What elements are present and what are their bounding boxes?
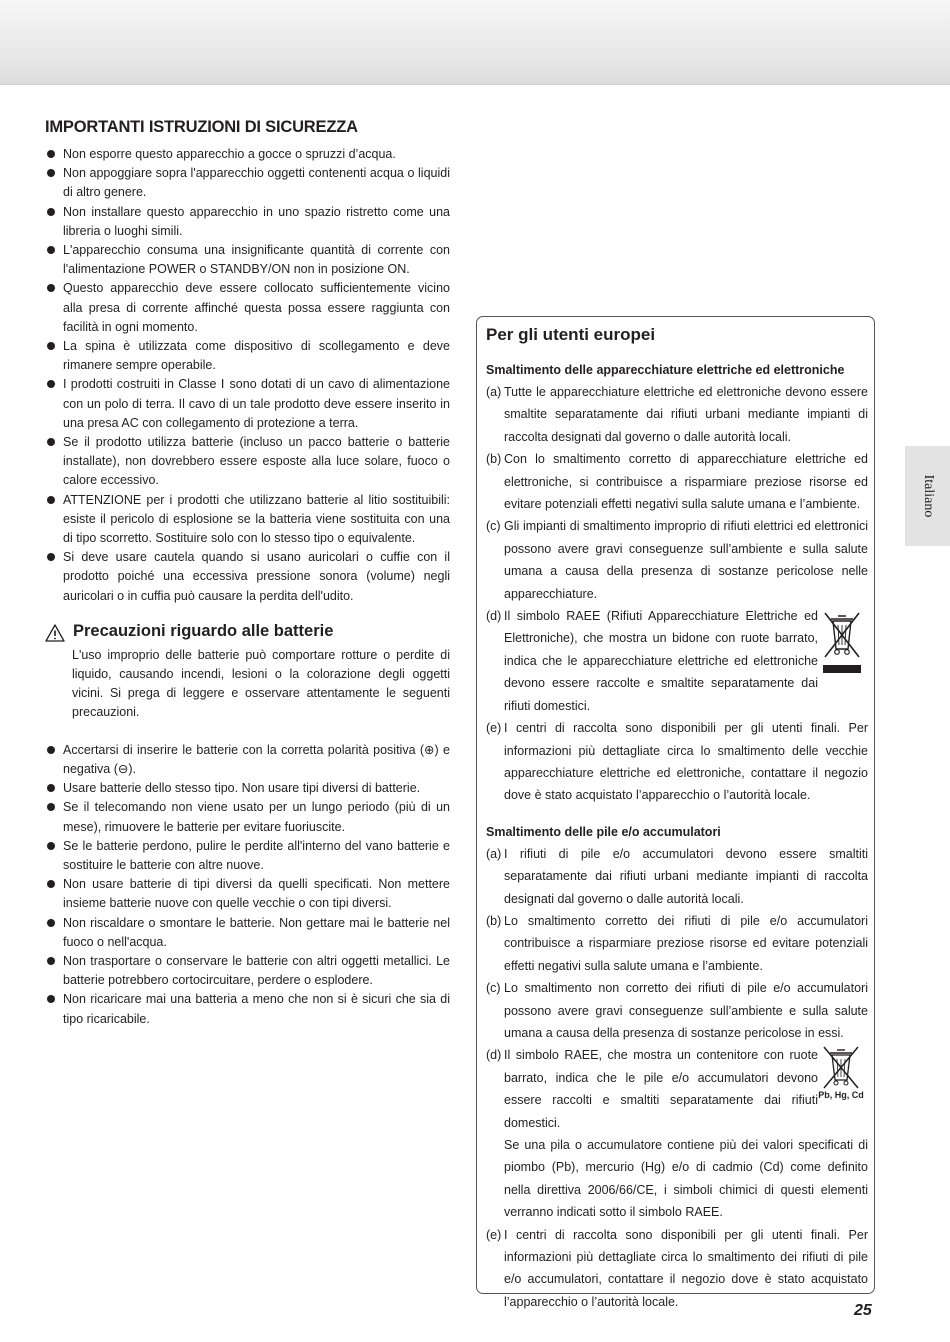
battery-item: Non trasportare o conservare le batterie con altri oggetti metallici. Le batterie potrebbero cortocircuitare, perdere o esplodere. [45, 952, 450, 990]
safety-item: Non esporre questo apparecchio a gocce o spruzzi d’acqua. [45, 145, 450, 164]
weee-item: (a) Tutte le apparecchiature elettriche ed elettroniche devono essere smaltite separatamente dai rifiuti urbani mediante impianti di raccolta designati dal governo o dalle autorità locali. [486, 385, 868, 444]
page-header-band [0, 0, 950, 85]
battery-item: Usare batterie dello stesso tipo. Non usare tipi diversi di batterie. [45, 779, 450, 798]
safety-item: La spina è utilizzata come dispositivo di scollegamento e deve rimanere sempre operabile. [45, 337, 450, 375]
safety-item: Se il prodotto utilizza batterie (incluso un pacco batterie o batterie installate), non dovrebbero essere esposte alla luce solare, fuoco o calore eccessivo. [45, 433, 450, 491]
chemical-symbols-label: Pb, Hg, Cd [818, 1089, 864, 1100]
bullet-icon [47, 169, 55, 177]
bullet-icon [47, 803, 55, 811]
bullet-icon [47, 880, 55, 888]
battery-disposal-item: (e) I centri di raccolta sono disponibili per gli utenti finali. Per informazioni più dettagliate circa lo smaltimento dei rifiuti di pile e/o accumulatori, contattare il negozio dove è stato acquistato l’apparecchio o l’autorità locale. [486, 1227, 868, 1309]
battery-intro: L'uso improprio delle batterie può comportare rotture o perdite di liquido, causando incendi, lesioni o la colorazione degli oggetti vicini. Si prega di leggere e osservare attentamente le seguenti precauzioni. [72, 647, 450, 720]
warning-icon [45, 624, 65, 642]
bullet-icon [47, 438, 55, 446]
bullet-icon [47, 553, 55, 561]
bullet-icon [47, 246, 55, 254]
bullet-icon [47, 957, 55, 965]
battery-heading-row [45, 622, 450, 646]
bullet-icon [47, 784, 55, 792]
battery-item: Accertarsi di inserire le batterie con la corretta polarità positiva (⊕) e negativa (⊖). [45, 741, 450, 779]
battery-item: Se le batterie perdono, pulire le perdite all'interno del vano batterie e sostituire le batterie con altre nuove. [45, 837, 450, 875]
battery-list [45, 741, 450, 1029]
bullet-icon [47, 342, 55, 350]
safety-item: Si deve usare cautela quando si usano auricolari o cuffie con il prodotto poiché una eccessiva pressione sonora (volume) negli auricolari o in cuffia può causare la perdita dell'udito. [45, 548, 450, 606]
bullet-icon [47, 380, 55, 388]
bullet-icon [47, 208, 55, 216]
weee-item: (e) I centri di raccolta sono disponibili per gli utenti finali. Per informazioni più dettagliate circa lo smaltimento delle vecchie apparecchiature elettriche ed elettroniche, contattare il negozio dove è stato acquistato l’apparecchio o l’autorità locale. [486, 721, 868, 803]
eu-title: Per gli utenti europei [486, 325, 656, 344]
battery-item: Non usare batterie di tipi diversi da quelli specificati. Non mettere insieme batterie nuove con quelle vecchie o con tipi diversi. [45, 875, 450, 913]
bullet-icon [47, 919, 55, 927]
eu-info-box [476, 316, 875, 1309]
bullet-icon [47, 496, 55, 504]
weee-item: (b) Con lo smaltimento corretto di apparecchiature elettriche ed elettroniche, si contribuisce a risparmiare preziose risorse ed evitare potenziali effetti negativi sulla salute umana e l’ambiente. [486, 452, 868, 512]
safety-item: ATTENZIONE per i prodotti che utilizzano batterie al litio sostituibili: esiste il pericolo di esplosione se la batteria viene sostituita con una di tipo scorretto. Sostituire solo con lo stesso tipo o equivalente. [45, 491, 450, 549]
weee-heading: Smaltimento delle apparecchiature elettriche ed elettroniche [486, 363, 845, 377]
bullet-icon [47, 284, 55, 292]
safety-item: I prodotti costruiti in Classe Ⅰ sono dotati di un cavo di alimentazione con un polo di terra. Il cavo di un tale prodotto deve essere inserito in una presa AC con collegamento di protezione a terra. [45, 375, 450, 433]
battery-item: Non ricaricare mai una batteria a meno che non si è sicuri che sia di tipo ricaricabile. [45, 990, 450, 1028]
bullet-icon [47, 150, 55, 158]
language-tab [905, 446, 950, 546]
battery-disposal-item: (b) Lo smaltimento corretto dei rifiuti di pile e/o accumulatori contribuisce a risparmiare preziose risorse ed evitare potenziali effetti negativi sulla salute umana e l’ambiente. [486, 913, 868, 973]
battery-item: Se il telecomando non viene usato per un lungo periodo (più di un mese), rimuovere le batterie per evitare fuoriuscite. [45, 798, 450, 836]
battery-item: Non riscaldare o smontare le batterie. Non gettare mai le batterie nel fuoco o nell'acqua. [45, 914, 450, 952]
safety-item: L'apparecchio consuma una insignificante quantità di corrente con l'alimentazione POWER o STANDBY/ON non in posizione ON. [45, 241, 450, 279]
battery-disposal-heading: Smaltimento delle pile e/o accumulatori [486, 824, 721, 839]
safety-item: Non installare questo apparecchio in uno spazio ristretto come una libreria o luoghi simili. [45, 203, 450, 241]
bullet-icon [47, 995, 55, 1003]
safety-list [45, 145, 450, 606]
safety-title: IMPORTANTI ISTRUZIONI DI SICUREZZA [45, 118, 358, 136]
page-number: 25 [854, 1302, 872, 1319]
battery-disposal-item: (c) Lo smaltimento non corretto dei rifiuti di pile e/o accumulatori possono avere gravi conseguenze sull’ambiente e sulla salute umana a causa della presenza di sostanze pericolose in essi. [486, 981, 868, 1040]
battery-disposal-item: (a) I rifiuti di pile e/o accumulatori devono essere smaltiti separatamente dai rifiuti urbani mediante impianti di raccolta designati dal governo o dalle autorità locali. [486, 846, 868, 906]
weee-bin-icon [822, 611, 862, 677]
battery-weee-symbol [816, 1046, 866, 1106]
weee-item: (d) Il simbolo RAEE (Rifiuti Apparecchiature Elettriche ed Elettroniche), che mostra un bidone con ruote barrato, indica che le apparecchiature elettriche ed elettroniche devono essere raccolte e smaltite separatamente dai rifiuti domestici. [486, 605, 868, 717]
weee-item: (c) Gli impianti di smaltimento improprio di rifiuti elettrici ed elettronici possono avere gravi conseguenze sull’ambiente e sulla salute umana a causa della presenza di sostanze pericolose nelle apparecchiature. [486, 519, 868, 601]
safety-item: Non appoggiare sopra l'apparecchio oggetti contenenti acqua o liquidi di altro genere. [45, 164, 450, 202]
bullet-icon [47, 746, 55, 754]
battery-disposal-item: (d) Il simbolo RAEE, che mostra un contenitore con ruote barrato, indica che le pile e/o accumulatori devono essere raccolti e smaltiti separatamente dai rifiuti domestici. Se una pila o accumulatore contiene più dei valori specificati di piombo (Pb), mercurio (Hg) e/o di cadmio (Cd) come definito nella direttiva 2006/66/CE, i simboli chimici di questi elementi verranno indicati sotto il simbolo RAEE. Pb, Hg, Cd [486, 1048, 868, 1220]
bullet-icon [47, 842, 55, 850]
battery-title: Precauzioni riguardo alle batterie [73, 621, 334, 640]
left-column [45, 118, 450, 1029]
safety-item: Questo apparecchio deve essere collocato sufficientemente vicino alla presa di corrente affinché questa possa essere raggiunta con facilità in ogni momento. [45, 279, 450, 337]
language-tab-label: Italiano [920, 474, 936, 518]
